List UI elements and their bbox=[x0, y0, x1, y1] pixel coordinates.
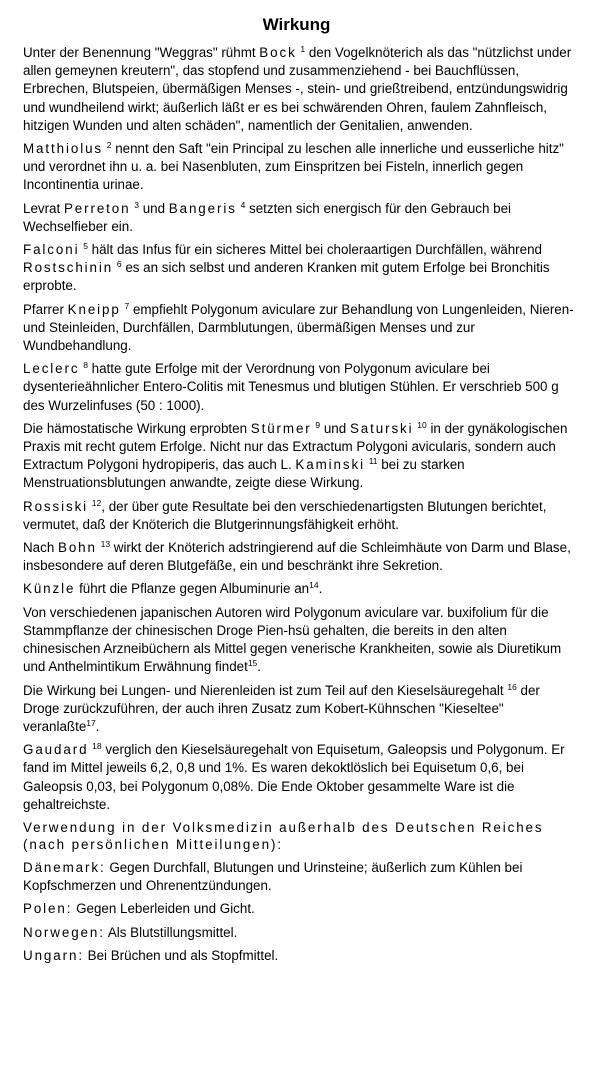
text-run: und bbox=[138, 200, 169, 216]
author-name: Kneipp bbox=[67, 301, 121, 317]
paragraph bbox=[23, 420, 575, 493]
footnote-ref: 15 bbox=[247, 658, 258, 669]
author-name: Rossiski bbox=[23, 498, 89, 514]
author-name: Bangeris bbox=[168, 200, 237, 216]
paragraph bbox=[23, 604, 575, 677]
author-name: Leclerc bbox=[23, 361, 80, 377]
author-name: Bock bbox=[259, 45, 297, 60]
footnote-ref: 18 bbox=[92, 741, 102, 752]
usage-item bbox=[23, 900, 575, 918]
footnote-ref: 8 bbox=[83, 360, 88, 371]
footnote-ref: 3 bbox=[134, 199, 139, 210]
text-run: wirkt der Knöterich adstringierend auf die Schleimhäute von Darm und Blase, insbesondere auf deren Blutgefäße, ein und beschränkt ihre Sekretion. bbox=[23, 540, 571, 574]
text-run: setzten sich energisch für den Gebrauch bei Wechselfieber ein. bbox=[23, 200, 512, 234]
paragraph bbox=[23, 200, 575, 236]
footnote-ref: 10 bbox=[417, 419, 427, 430]
country-name: Ungarn: bbox=[23, 947, 84, 963]
footnote-ref: 4 bbox=[240, 199, 246, 210]
usage-text: Bei Brüchen und als Stopfmittel. bbox=[83, 947, 279, 963]
usage-heading: Verwendung in der Volksmedizin außerhalb des Deutschen Reiches (nach persönlichen Mitteilungen): bbox=[23, 819, 544, 853]
country-name: Dänemark: bbox=[23, 859, 106, 875]
text-run: Die Wirkung bei Lungen- und Nierenleiden ist zum Teil auf den Kieselsäuregehalt bbox=[23, 682, 508, 698]
paragraph bbox=[23, 241, 575, 296]
paragraph bbox=[23, 44, 575, 135]
paragraph-list bbox=[23, 44, 575, 814]
footnote-ref: 11 bbox=[368, 456, 378, 467]
footnote-ref: 12 bbox=[91, 497, 102, 508]
author-name: Saturski bbox=[349, 420, 414, 436]
text-run: nennt den Saft "ein Principal zu leschen alle innerliche und eusserliche hitz" und verordnet ihn u. a. bei Nasenbluten, zum Einspritzen bei Fisteln, innerlich gegen Incontinentia urinae. bbox=[23, 141, 564, 193]
footnote-ref: 13 bbox=[100, 539, 111, 550]
footnote-ref: 7 bbox=[124, 300, 130, 311]
text-run: Levrat bbox=[23, 200, 64, 216]
paragraph bbox=[23, 539, 575, 575]
paragraph bbox=[23, 140, 575, 195]
text-run: . bbox=[95, 718, 100, 734]
usage-list bbox=[23, 859, 575, 965]
footnote-ref: 16 bbox=[507, 681, 517, 692]
paragraph bbox=[23, 301, 575, 356]
author-name: Stürmer bbox=[250, 420, 312, 436]
usage-text: Gegen Durchfall, Blutungen und Urinsteine; äußerlich zum Kühlen bei Kopfschmerzen und Ohrenentzündungen. bbox=[23, 859, 523, 894]
text-run: führt die Pflanze gegen Albuminurie an bbox=[75, 581, 310, 597]
text-run: Pfarrer bbox=[23, 301, 68, 317]
country-name: Polen: bbox=[23, 901, 73, 917]
text-run: hatte gute Erfolge mit der Verordnung von Polygonum aviculare bei dysenterieähnlicher Entero-Colitis mit Tenesmus und blutigen Stühlen. Er verschrieb 500 g des Wurzelinfuses (50 : 1000). bbox=[23, 361, 559, 413]
text-run: Nach bbox=[23, 540, 58, 556]
document-body bbox=[23, 44, 575, 970]
usage-item bbox=[23, 947, 575, 965]
footnote-ref: 14 bbox=[309, 580, 319, 591]
usage-text: Gegen Leberleiden und Gicht. bbox=[72, 901, 255, 917]
section-title: Wirkung bbox=[262, 15, 331, 34]
author-name: Matthiolus bbox=[23, 141, 104, 157]
usage-text: Als Blutstillungsmittel. bbox=[104, 924, 238, 940]
text-run: bei zu starken Menstruationsblutungen anwandte, zeigte diese Wirkung. bbox=[23, 457, 465, 491]
text-run: den Vogelknöterich als das "nützlichst under allen gemeynen kreutern", das stopfend und zusammenziehend - bei Bauchflüssen, Erbrechen, Blutspeien, übermäßigen Menses -, stein- und grießtreibend, entzündungswidrig und wundheilend wirkt; äußerlich läßt er es bei schwärenden Ohren, faulem Zahnfleisch, hitzigen Wunden und alten schäden", namentlich der Genitalien, anwenden. bbox=[23, 45, 572, 133]
text-run: , der über gute Resultate bei den verschiedenartigsten Blutungen berichtet, vermutet, daß der Knöterich die Blutgerinnungsfähigkeit erhöht. bbox=[23, 498, 547, 532]
footnote-ref: 1 bbox=[300, 44, 306, 54]
footnote-ref: 5 bbox=[83, 241, 88, 252]
paragraph bbox=[23, 360, 575, 415]
author-name: Künzle bbox=[23, 581, 76, 597]
text-run: Die hämostatische Wirkung erprobten bbox=[23, 420, 251, 436]
text-run: . bbox=[257, 659, 262, 675]
author-name: Kaminski bbox=[295, 457, 365, 473]
author-name: Falconi bbox=[23, 242, 80, 258]
paragraph bbox=[23, 498, 575, 534]
footnote-ref: 9 bbox=[315, 419, 321, 430]
usage-item bbox=[23, 924, 575, 942]
text-run: in der gynäkologischen Praxis mit recht gutem Erfolge. Nicht nur das Extractum Polygoni avicularis, sondern auch Extractum Polygoni hydropiperis, das auch L. bbox=[23, 420, 568, 473]
author-name: Bohn bbox=[57, 540, 97, 556]
footnote-ref: 17 bbox=[86, 717, 96, 728]
text-run: es an sich selbst und anderen Kranken mit gutem Erfolge bei Bronchitis erprobte. bbox=[23, 260, 550, 294]
footnote-ref: 6 bbox=[116, 259, 122, 270]
text-run: Von verschiedenen japanischen Autoren wird Polygonum aviculare var. buxifolium für die Stammpflanze der chinesischen Droge Pien-hsü gehalten, die bereits in den alten chinesischen Arzneibüchern als Mittel gegen venerische Krankheiten, sowie als Diuretikum und Anthelmintikum Erwähnung findet bbox=[23, 604, 562, 675]
paragraph bbox=[23, 682, 575, 737]
text-run: . bbox=[318, 581, 323, 597]
paragraph bbox=[23, 741, 575, 814]
author-name: Perreton bbox=[63, 200, 131, 216]
text-run: Unter der Benennung "Weggras" rühmt bbox=[23, 45, 260, 60]
text-run: der Droge zurückzuführen, der auch ihren Zusatz zum Kobert-Kühnschen "Kieseltee" veranlaßte bbox=[23, 682, 540, 734]
usage-item bbox=[23, 859, 575, 895]
paragraph bbox=[23, 580, 575, 598]
text-run: empfiehlt Polygonum aviculare zur Behandlung von Lungenleiden, Nieren- und Steinleiden, Durchfällen, Darmblutungen, übermäßigen Menses und zur Wundbehandlung. bbox=[23, 301, 574, 354]
author-name: Gaudard bbox=[23, 742, 89, 758]
country-name: Norwegen: bbox=[23, 924, 105, 940]
text-run: verglich den Kieselsäuregehalt von Equisetum, Galeopsis und Polygonum. Er fand im Mittel jeweils 6,2, 0,8 und 1%. Es waren dekoktlöslich bei Equisetum 0,6, bei Galeopsis 0,03, bei Polygonum 0,08%. Die Ende Oktober gesammelte Ware ist die gehaltreichste. bbox=[23, 742, 565, 812]
text-run: hält das Infus für ein sicheres Mittel bei choleraartigen Durchfällen, während bbox=[87, 242, 542, 258]
text-run: und bbox=[320, 420, 350, 436]
author-name: Rostschinin bbox=[23, 260, 114, 276]
footnote-ref: 2 bbox=[106, 140, 112, 151]
